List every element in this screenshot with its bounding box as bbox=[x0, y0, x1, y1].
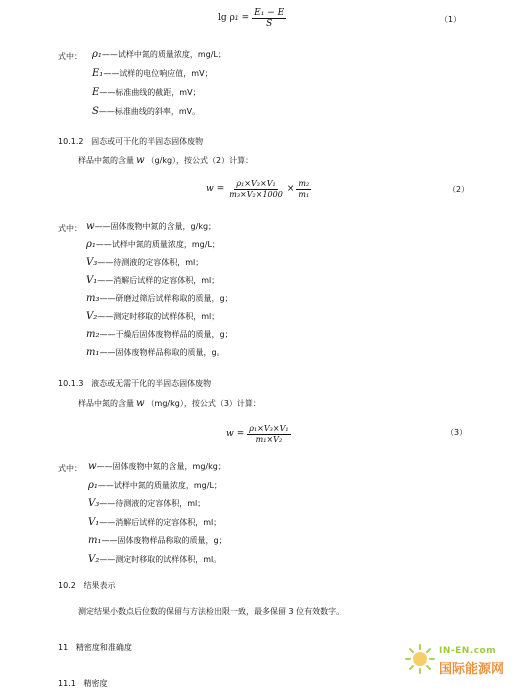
watermark-logo bbox=[405, 642, 525, 688]
intro-symbol: w bbox=[136, 155, 145, 166]
def-item bbox=[92, 88, 226, 107]
eq2-times: × bbox=[286, 184, 295, 194]
section-title: 精密度 bbox=[83, 679, 108, 688]
section-number: 10.1.3 bbox=[58, 379, 84, 388]
def-item bbox=[88, 499, 227, 518]
equation-3-number: （3） bbox=[446, 428, 468, 437]
intro-text-2: （g/kg），按公式（2）计算： bbox=[146, 156, 254, 165]
eq1-lhs-sub: 1 bbox=[234, 14, 239, 22]
def-symbol: m₁ bbox=[88, 535, 102, 546]
def-item bbox=[88, 481, 227, 500]
def-item bbox=[88, 555, 227, 574]
def-symbol: w bbox=[88, 461, 97, 472]
def-item bbox=[86, 276, 233, 294]
def-symbol: w bbox=[86, 221, 95, 232]
watermark-line-1: IN-EN.com bbox=[439, 646, 497, 656]
def-symbol: V₂ bbox=[88, 553, 100, 565]
equation-1 bbox=[218, 4, 286, 32]
def-text: ——试样中氮的质量浓度，mg/L； bbox=[95, 240, 220, 249]
section-10-2-body: 测定结果小数点后位数的保留与方法检出限一致，最多保留 3 位有效数字。 bbox=[78, 607, 345, 616]
def-item bbox=[86, 330, 233, 348]
def-symbol: V₃ bbox=[88, 498, 100, 509]
def-symbol: V₂ bbox=[86, 311, 98, 322]
def-text: ——研磨过筛后试样称取的质量，g； bbox=[99, 294, 233, 303]
def-text: ——测定时移取的试样体积，ml； bbox=[97, 312, 220, 321]
def-item bbox=[86, 258, 233, 276]
section-10-1-2-intro bbox=[78, 156, 253, 166]
def-text: ——待测液的定容体积，ml； bbox=[99, 499, 206, 508]
def-item bbox=[88, 536, 227, 555]
def-text: ——消解后试样的定容体积，ml； bbox=[97, 276, 220, 285]
section-title: 结果表示 bbox=[83, 581, 116, 590]
section-number: 11.1 bbox=[58, 679, 76, 688]
defs3-lead: 式中： bbox=[58, 464, 82, 473]
eq3-numerator: ρ₁×V₃×V₁ bbox=[249, 423, 289, 433]
defs2-lead: 式中： bbox=[58, 224, 82, 233]
intro-text: 样品中氮的含量 bbox=[78, 399, 134, 408]
def-item bbox=[86, 312, 233, 330]
def-text: ——标准曲线的斜率，mV。 bbox=[98, 107, 201, 116]
intro-text-2: （mg/kg），按公式（3）计算： bbox=[146, 399, 261, 408]
eq1-numerator: E₁ − E bbox=[254, 7, 285, 18]
eq2-denominator-1: m₃×V₂×1000 bbox=[229, 189, 283, 199]
def-text: ——试样的电位响应值，mV； bbox=[103, 69, 213, 78]
eq2-equals: = bbox=[216, 184, 225, 194]
section-11-1-heading bbox=[58, 678, 107, 689]
eq2-fraction-1 bbox=[227, 179, 285, 200]
section-11-heading bbox=[58, 642, 132, 653]
def-item bbox=[86, 294, 233, 312]
eq2-numerator-2: m₂ bbox=[298, 178, 310, 188]
eq2-fraction-2 bbox=[296, 179, 311, 200]
def-symbol: V₁ bbox=[88, 516, 100, 528]
def-symbol: E₁ bbox=[92, 68, 104, 79]
section-title: 液态或无需干化的半固态固体废物 bbox=[91, 379, 212, 388]
eq2-numerator-1: ρ₁×V₃×V₁ bbox=[236, 178, 276, 188]
section-number: 11 bbox=[58, 643, 69, 652]
section-10-1-3-intro bbox=[78, 399, 261, 409]
eq3-fraction bbox=[247, 424, 290, 445]
def-text: ——试样中氮的质量浓度，mg/L； bbox=[97, 480, 222, 490]
def-text: ——测定时移取的试样体积，ml。 bbox=[99, 554, 222, 564]
section-number: 10.1.2 bbox=[58, 137, 84, 146]
section-title: 精密度和准确度 bbox=[75, 643, 132, 652]
def-item bbox=[88, 518, 227, 537]
intro-text: 样品中氮的含量 bbox=[78, 156, 134, 165]
def-item bbox=[88, 462, 227, 481]
def-symbol: V₃ bbox=[86, 257, 98, 268]
def-text: ——试样中氮的质量浓度，mg/L； bbox=[101, 50, 226, 59]
def-item bbox=[86, 348, 233, 366]
def-symbol: m₁ bbox=[86, 347, 100, 358]
equation-3 bbox=[226, 417, 291, 451]
equation-2 bbox=[206, 172, 311, 206]
eq2-lhs: w bbox=[206, 184, 214, 194]
def-symbol: m₃ bbox=[86, 293, 100, 304]
def-text: ——固体废物中氮的含量，g/kg； bbox=[94, 222, 217, 231]
def-item bbox=[92, 50, 226, 69]
eq1-equals: = bbox=[241, 13, 250, 23]
sun-icon bbox=[405, 644, 435, 674]
eq3-equals: = bbox=[236, 429, 245, 439]
intro-symbol: w bbox=[136, 398, 145, 409]
def-item bbox=[92, 69, 226, 88]
eq1-fraction bbox=[252, 8, 286, 29]
def-text: ——干燥后固体废物样品的质量，g； bbox=[99, 330, 233, 339]
section-10-1-3-heading bbox=[58, 378, 211, 389]
equation-1-number: （1） bbox=[440, 15, 462, 24]
eq2-denominator-2: m₁ bbox=[298, 189, 310, 199]
eq1-lhs: lg ρ bbox=[218, 13, 235, 23]
def-text: ——标准曲线的截距，mV； bbox=[99, 88, 201, 97]
def-text: ——待测液的定容体积，ml； bbox=[97, 258, 204, 267]
def-symbol: ρ₁ bbox=[88, 479, 98, 491]
def-symbol: E bbox=[92, 87, 100, 98]
defs2-list bbox=[86, 222, 233, 366]
defs3-list bbox=[88, 462, 227, 573]
eq1-denominator: S bbox=[266, 18, 273, 29]
def-text: ——固体废物中氮的含量，mg/kg； bbox=[96, 462, 226, 471]
def-symbol: ρ₁ bbox=[86, 239, 96, 250]
def-symbol: m₂ bbox=[86, 329, 100, 340]
def-symbol: ρ₁ bbox=[92, 49, 102, 60]
def-item bbox=[86, 240, 233, 258]
defs1-list bbox=[92, 50, 226, 126]
section-10-2-heading bbox=[58, 580, 115, 591]
def-text: ——消解后试样的定容体积，ml； bbox=[99, 517, 222, 527]
def-item bbox=[92, 107, 226, 126]
def-symbol: S bbox=[92, 106, 99, 117]
eq3-lhs: w bbox=[226, 429, 234, 439]
section-title: 固态或可干化的半固态固体废物 bbox=[91, 137, 204, 146]
def-text: ——固体废物样品称取的质量，g； bbox=[101, 536, 227, 545]
defs1-lead: 式中： bbox=[58, 52, 82, 61]
section-number: 10.2 bbox=[58, 581, 76, 590]
def-symbol: V₁ bbox=[86, 275, 98, 286]
def-text: ——固体废物样品称取的质量，g。 bbox=[99, 348, 225, 357]
section-10-1-2-heading bbox=[58, 136, 203, 147]
def-item bbox=[86, 222, 233, 240]
equation-2-number: （2） bbox=[448, 185, 470, 194]
watermark-line-2: 国际能源网 bbox=[439, 662, 505, 677]
eq3-denominator: m₁×V₂ bbox=[255, 434, 283, 444]
